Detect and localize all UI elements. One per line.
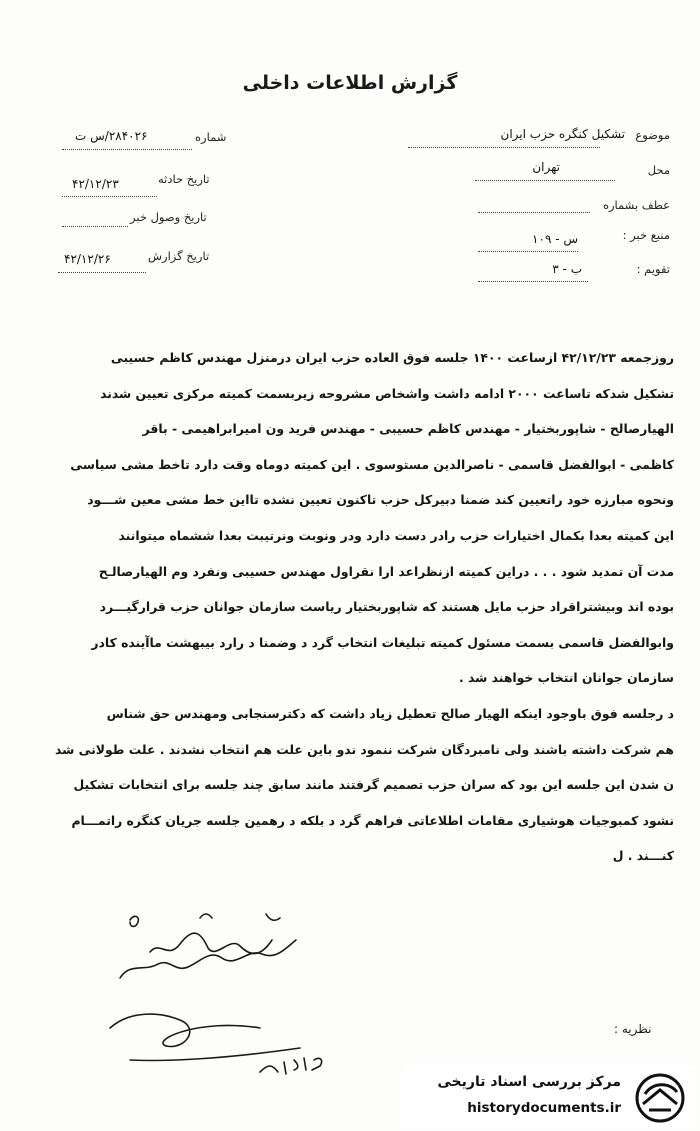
body-line: ونحوه مبارزه خود راتعیین کند ضمنا دبیرکل حزب تاکنون تعیین نشده تااین خط مشی معین شـــود [87,492,674,508]
body-line: کاظمی - ابوالفضل قاسمی - ناصرالدین مستوسوی . این کمیته دوماه وقت دارد تاخط مشی سیاسی [70,456,674,472]
report-date-label: تاریخ گزارش [148,249,210,263]
event-date-value: ۴۲/۱۲/۲۳ [72,177,119,191]
body-line: وابوالفضل قاسمی بسمت مسئول کمیته تبلیغات انتخاب گرد د وضمنا د رارد بیبهشت ماآینده کادر [91,634,674,650]
source-value: س - ۱۰۹ [532,232,578,246]
event-date-label: تاریخ حادثه [158,172,210,186]
watermark [405,1066,695,1128]
opinion-label: نظریه : [614,1022,652,1036]
body-line: نشود کمبوجیات هوشیاری مقامات اطلاعاتی فراهم گرد د بلکه د رهمین جلسه جریان کنگره راتمـــام [71,812,674,828]
report-title: گزارش اطلاعات داخلی [242,72,458,94]
reference-line [478,212,590,213]
body-line: مدت آن تمدید شود . . . دراین کمیته ازنظراعد ارا نقراول مهندس حسیبی ونفرد وم الهیارصالـح [98,563,674,579]
reference-label: عطف بشماره [602,198,670,212]
watermark-url: historydocuments.ir [467,1100,621,1116]
body-line: سازمان جوانان انتخاب خواهند شد . [458,670,674,686]
subject-line [408,147,600,148]
report-date-value: ۴۲/۱۲/۲۶ [64,252,111,266]
number-value: ۲۸۴۰۲۶/س ت [75,129,148,143]
source-label: منبع خبر : [622,228,670,242]
number-line [62,149,192,150]
place-label: محل [647,163,670,177]
rating-value: ب - ۳ [552,262,582,276]
body-line: کنـــند . ل [612,848,674,864]
body-line: تشکیل شدکه تاساعت ۲۰۰۰ ادامه داشت واشخاص مشروحه زیربسمت کمیته مرکزی تعیین شدند [100,385,674,401]
handwritten-signature [90,900,340,1090]
place-line [475,180,615,181]
archive-logo-icon [633,1072,687,1124]
receipt-date-label: تاریخ وصول خبر [130,210,207,224]
place-value: تهران [532,160,560,174]
body-line: روزجمعه ۴۲/۱۲/۲۳ ازساعت ۱۴۰۰ جلسه فوق العاده حزب ایران درمنزل مهندس کاظم حسیبی [110,350,674,365]
body-line: بوده اند وبیشتراقراد حزب مایل هستند که شاپوربختیار ریاست سازمان جوانان حزب قرارگیـــرد [99,599,674,615]
rating-line [478,281,588,282]
watermark-title: مرکز بررسی اسناد تاریخی [437,1074,621,1090]
body-line: هم شرکت داشته باشند ولی نامبردگان شرکت ننمود ندو باین علت هم انتخاب نشدند . علت طولانی شد [54,741,674,757]
body-line: این کمیته بعدا بکمال اختیارات حزب رادر دست دارد ودر ونوبت ونرتیبت بعدا ششماه میتوانند [118,527,674,543]
report-body [46,340,674,874]
subject-label: موضوع [635,128,670,142]
rating-label: تقویم : [636,262,670,276]
event-date-line [62,196,157,197]
receipt-date-line [62,226,128,227]
report-date-line [58,272,146,273]
body-line: ن شدن این جلسه این بود که سران حزب تصمیم گرفتند مانند سابق چند جلسه برای انتخابات تشکیل [73,777,674,793]
body-line: د رجلسه فوق باوجود اینکه الهیار صالح تعطیل زیاد داشت که دکترسنجابی ومهندس حق شناس [106,705,674,721]
source-line [478,251,578,252]
number-label: شماره [195,130,227,144]
body-line: الهیارصالح - شاپوربختیار - مهندس کاظم حسیبی - مهندس فرید ون امیرابراهیمی - باقر [142,421,674,437]
subject-value: تشکیل کنگره حزب ایران [500,127,625,141]
